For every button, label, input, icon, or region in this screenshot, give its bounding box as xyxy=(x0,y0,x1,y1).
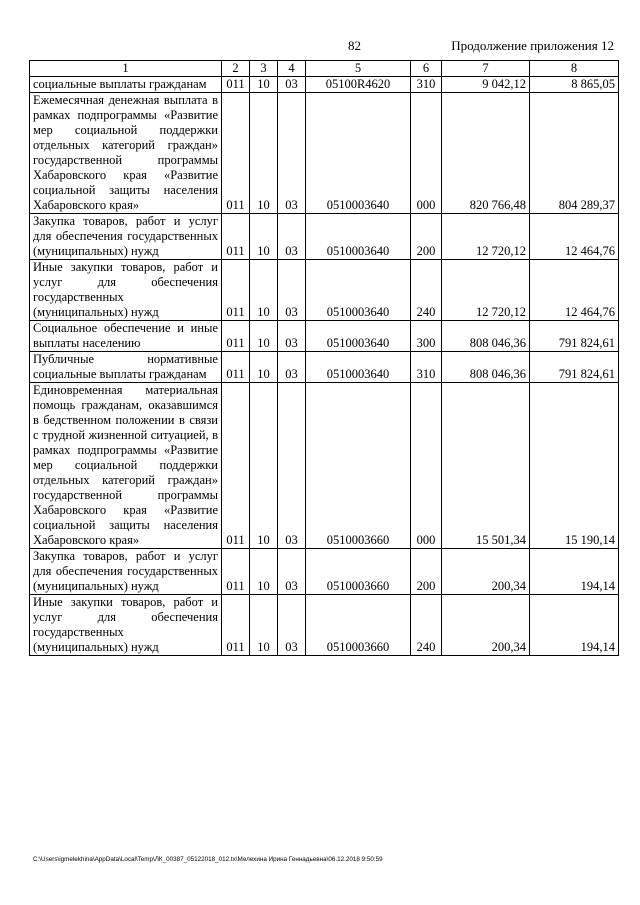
row-description: Единовременная материальная помощь гражданам, оказавшимся в бедственном положении в связи с трудной жизненной ситуацией, в рамках подпрограммы «Развитие мер социальной поддержки отдельных категорий граждан» государственной программы Хабаровского края «Развитие социальной защиты населения Хабаровского края» xyxy=(30,383,222,549)
file-path-footer: C:\Users\igmelekhina\AppData\Local\Temp\ЛК_00387_05122018_012.tx\Мелехина Ирина Геннадьевна\06.12.2018 9:50:59 xyxy=(33,856,383,863)
budget-table xyxy=(29,60,619,656)
amount-executed: 15 190,14 xyxy=(530,383,619,549)
code-ministry: 011 xyxy=(222,260,250,321)
table-row xyxy=(30,352,619,383)
code-target-article: 0510003660 xyxy=(306,383,411,549)
code-ministry: 011 xyxy=(222,549,250,595)
row-description: Иные закупки товаров, работ и услуг для обеспечения государственных (муниципальных) нужд xyxy=(30,595,222,656)
code-section: 10 xyxy=(250,93,278,214)
code-target-article: 0510003660 xyxy=(306,549,411,595)
table-body xyxy=(30,77,619,656)
code-expense-type: 200 xyxy=(411,214,442,260)
table-row xyxy=(30,321,619,352)
table-row xyxy=(30,260,619,321)
amount-plan: 200,34 xyxy=(442,549,530,595)
code-expense-type: 300 xyxy=(411,321,442,352)
code-subsection: 03 xyxy=(278,595,306,656)
code-section: 10 xyxy=(250,383,278,549)
amount-plan: 808 046,36 xyxy=(442,321,530,352)
code-expense-type: 310 xyxy=(411,77,442,93)
amount-plan: 820 766,48 xyxy=(442,93,530,214)
code-subsection: 03 xyxy=(278,77,306,93)
code-subsection: 03 xyxy=(278,549,306,595)
amount-executed: 791 824,61 xyxy=(530,352,619,383)
code-target-article: 0510003640 xyxy=(306,93,411,214)
code-expense-type: 000 xyxy=(411,93,442,214)
amount-executed: 194,14 xyxy=(530,549,619,595)
code-ministry: 011 xyxy=(222,383,250,549)
code-ministry: 011 xyxy=(222,214,250,260)
code-section: 10 xyxy=(250,549,278,595)
amount-executed: 194,14 xyxy=(530,595,619,656)
table-row xyxy=(30,93,619,214)
amount-executed: 791 824,61 xyxy=(530,321,619,352)
amount-plan: 15 501,34 xyxy=(442,383,530,549)
code-ministry: 011 xyxy=(222,595,250,656)
table-row xyxy=(30,214,619,260)
column-header: 2 xyxy=(222,61,250,77)
table-row xyxy=(30,77,619,93)
code-ministry: 011 xyxy=(222,77,250,93)
code-section: 10 xyxy=(250,321,278,352)
amount-executed: 8 865,05 xyxy=(530,77,619,93)
column-header: 6 xyxy=(411,61,442,77)
row-description: социальные выплаты гражданам xyxy=(30,77,222,93)
row-description: Социальное обеспечение и иные выплаты населению xyxy=(30,321,222,352)
code-expense-type: 310 xyxy=(411,352,442,383)
column-header: 8 xyxy=(530,61,619,77)
column-header: 4 xyxy=(278,61,306,77)
row-description: Ежемесячная денежная выплата в рамках подпрограммы «Развитие мер социальной поддержки отдельных категорий граждан» государственной программы Хабаровского края «Развитие социальной защиты населения Хабаровского края» xyxy=(30,93,222,214)
code-target-article: 0510003660 xyxy=(306,595,411,656)
code-subsection: 03 xyxy=(278,352,306,383)
column-header: 1 xyxy=(30,61,222,77)
row-description: Иные закупки товаров, работ и услуг для обеспечения государственных (муниципальных) нужд xyxy=(30,260,222,321)
code-section: 10 xyxy=(250,77,278,93)
table-row xyxy=(30,549,619,595)
table-row xyxy=(30,383,619,549)
code-target-article: 05100R4620 xyxy=(306,77,411,93)
amount-executed: 804 289,37 xyxy=(530,93,619,214)
table-row xyxy=(30,595,619,656)
appendix-continuation-label: Продолжение приложения 12 xyxy=(451,38,614,53)
code-target-article: 0510003640 xyxy=(306,214,411,260)
amount-executed: 12 464,76 xyxy=(530,214,619,260)
code-ministry: 011 xyxy=(222,93,250,214)
code-target-article: 0510003640 xyxy=(306,260,411,321)
code-subsection: 03 xyxy=(278,383,306,549)
row-description: Закупка товаров, работ и услуг для обеспечения государственных (муниципальных) нужд xyxy=(30,549,222,595)
row-description: Закупка товаров, работ и услуг для обеспечения государственных (муниципальных) нужд xyxy=(30,214,222,260)
code-expense-type: 000 xyxy=(411,383,442,549)
amount-plan: 9 042,12 xyxy=(442,77,530,93)
column-header: 3 xyxy=(250,61,278,77)
code-subsection: 03 xyxy=(278,93,306,214)
column-header: 7 xyxy=(442,61,530,77)
amount-plan: 808 046,36 xyxy=(442,352,530,383)
code-section: 10 xyxy=(250,595,278,656)
code-target-article: 0510003640 xyxy=(306,352,411,383)
table-header-row xyxy=(30,61,619,77)
code-subsection: 03 xyxy=(278,321,306,352)
code-section: 10 xyxy=(250,260,278,321)
code-ministry: 011 xyxy=(222,321,250,352)
code-expense-type: 200 xyxy=(411,549,442,595)
code-expense-type: 240 xyxy=(411,595,442,656)
code-subsection: 03 xyxy=(278,260,306,321)
code-ministry: 011 xyxy=(222,352,250,383)
page-number: 82 xyxy=(348,38,361,53)
code-target-article: 0510003640 xyxy=(306,321,411,352)
amount-plan: 12 720,12 xyxy=(442,214,530,260)
code-section: 10 xyxy=(250,352,278,383)
amount-plan: 12 720,12 xyxy=(442,260,530,321)
column-header: 5 xyxy=(306,61,411,77)
row-description: Публичные нормативные социальные выплаты гражданам xyxy=(30,352,222,383)
amount-plan: 200,34 xyxy=(442,595,530,656)
code-subsection: 03 xyxy=(278,214,306,260)
code-section: 10 xyxy=(250,214,278,260)
amount-executed: 12 464,76 xyxy=(530,260,619,321)
code-expense-type: 240 xyxy=(411,260,442,321)
